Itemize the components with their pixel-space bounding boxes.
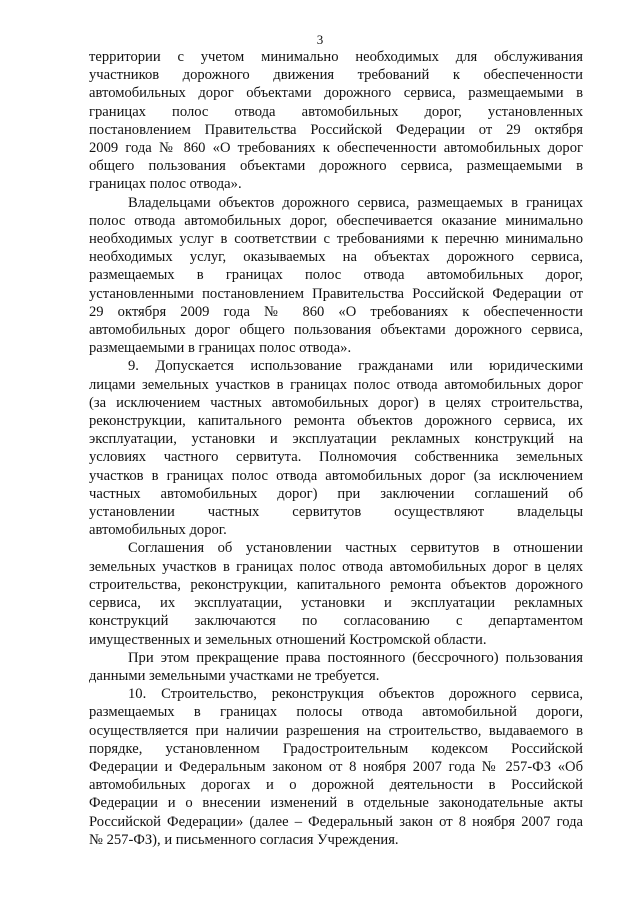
text-line: осуществляется при наличии разрешения на строительство, выдаваемого в bbox=[89, 722, 583, 739]
text-line: автомобильных дорог объектами дорожного сервиса, размещаемыми в bbox=[89, 85, 583, 102]
text-line: № 257-ФЗ), и письменного согласия Учреждения. bbox=[89, 831, 399, 848]
text-line: границах полос отвода автомобильных дорог, установленных bbox=[89, 103, 583, 120]
paragraph bbox=[89, 357, 583, 539]
paragraph bbox=[89, 539, 583, 648]
text-line: земельных участков в границах полос отвода автомобильных дорог в целях bbox=[89, 558, 583, 575]
text-line: 10. Строительство, реконструкция объектов дорожного сервиса, bbox=[128, 686, 583, 703]
text-line: лицами земельных участков в границах полос отвода автомобильных дорог bbox=[89, 376, 583, 393]
text-line: Федерации и о внесении изменений в отдельные законодательные акты bbox=[89, 795, 583, 812]
paragraph bbox=[89, 194, 583, 358]
text-line: необходимых услуг в соответствии с требованиями к перечню минимально bbox=[89, 231, 583, 248]
text-line: автомобильных дорог. bbox=[89, 522, 227, 539]
text-line: Владельцами объектов дорожного сервиса, размещаемых в границах bbox=[128, 194, 583, 211]
paragraph bbox=[89, 685, 583, 849]
text-line: сервиса, их эксплуатации, установки и эксплуатации рекламных bbox=[89, 595, 583, 612]
text-line: конструкций заключаются по согласованию с департаментом bbox=[89, 613, 583, 630]
text-line: общего пользования объектами дорожного сервиса, размещаемыми в bbox=[89, 158, 583, 175]
text-line: При этом прекращение права постоянного (бессрочного) пользования bbox=[128, 649, 583, 666]
text-line: Российской Федерации» (далее – Федеральный закон от 8 ноября 2007 года bbox=[89, 813, 583, 830]
text-line: (за исключением частных автомобильных дорог) в целях строительства, bbox=[89, 394, 583, 411]
text-line: территории с учетом минимально необходимых для обслуживания bbox=[89, 49, 583, 65]
page-number: 3 bbox=[316, 32, 324, 47]
text-line: реконструкции, капитального ремонта объектов дорожного сервиса, их bbox=[89, 413, 583, 430]
text-line: участков в границах полос отвода автомобильных дорог (за исключением bbox=[89, 467, 583, 484]
text-line: имущественных и земельных отношений Костромской области. bbox=[89, 631, 487, 648]
text-line: 9. Допускается использование гражданами или юридическими bbox=[128, 358, 583, 375]
text-line: установлении частных сервитутов осуществляют владельцы bbox=[89, 504, 583, 521]
text-line: эксплуатации, установки и эксплуатации рекламных конструкций на bbox=[89, 431, 583, 448]
text-line: размещаемых в границах полос отвода автомобильных дорог, bbox=[89, 267, 583, 284]
paragraph bbox=[89, 48, 583, 194]
text-line: 2009 года № 860 «О требованиях к обеспеченности автомобильных дорог bbox=[89, 140, 583, 157]
text-line: полос отвода автомобильных дорог, обеспечивается оказание минимально bbox=[89, 212, 583, 229]
text-line: условиях частного сервитута. Полномочия собственника земельных bbox=[89, 449, 583, 466]
document-body bbox=[89, 48, 583, 849]
text-line: размещаемых в границах полосы отвода автомобильной дороги, bbox=[89, 704, 583, 721]
text-line: участников дорожного движения требований к обеспеченности bbox=[89, 67, 583, 84]
text-line: установленными постановлением Правительства Российской Федерации от bbox=[89, 285, 583, 302]
text-line: порядке, установленном Градостроительным кодексом Российской bbox=[89, 740, 583, 757]
text-line: частных автомобильных дорог) при заключении соглашений об bbox=[89, 485, 583, 502]
text-line: автомобильных дорогах и о дорожной деятельности в Российской bbox=[89, 777, 583, 794]
text-line: размещаемыми в границах полос отвода». bbox=[89, 340, 352, 357]
text-line: данными земельными участками не требуется. bbox=[89, 667, 380, 684]
text-line: 29 октября 2009 года № 860 «О требованиях к обеспеченности bbox=[89, 303, 583, 320]
text-line: необходимых услуг, оказываемых на объектах дорожного сервиса, bbox=[89, 249, 583, 266]
text-line: границах полос отвода». bbox=[89, 176, 242, 193]
text-line: автомобильных дорог общего пользования объектами дорожного сервиса, bbox=[89, 322, 583, 339]
text-line: постановлением Правительства Российской Федерации от 29 октября bbox=[89, 121, 583, 138]
text-line: Федерации и Федеральным законом от 8 ноября 2007 года № 257-ФЗ «Об bbox=[89, 758, 583, 775]
paragraph bbox=[89, 649, 583, 685]
text-line: Соглашения об установлении частных сервитутов в отношении bbox=[128, 540, 583, 557]
text-line: строительства, реконструкции, капитального ремонта объектов дорожного bbox=[89, 576, 583, 593]
